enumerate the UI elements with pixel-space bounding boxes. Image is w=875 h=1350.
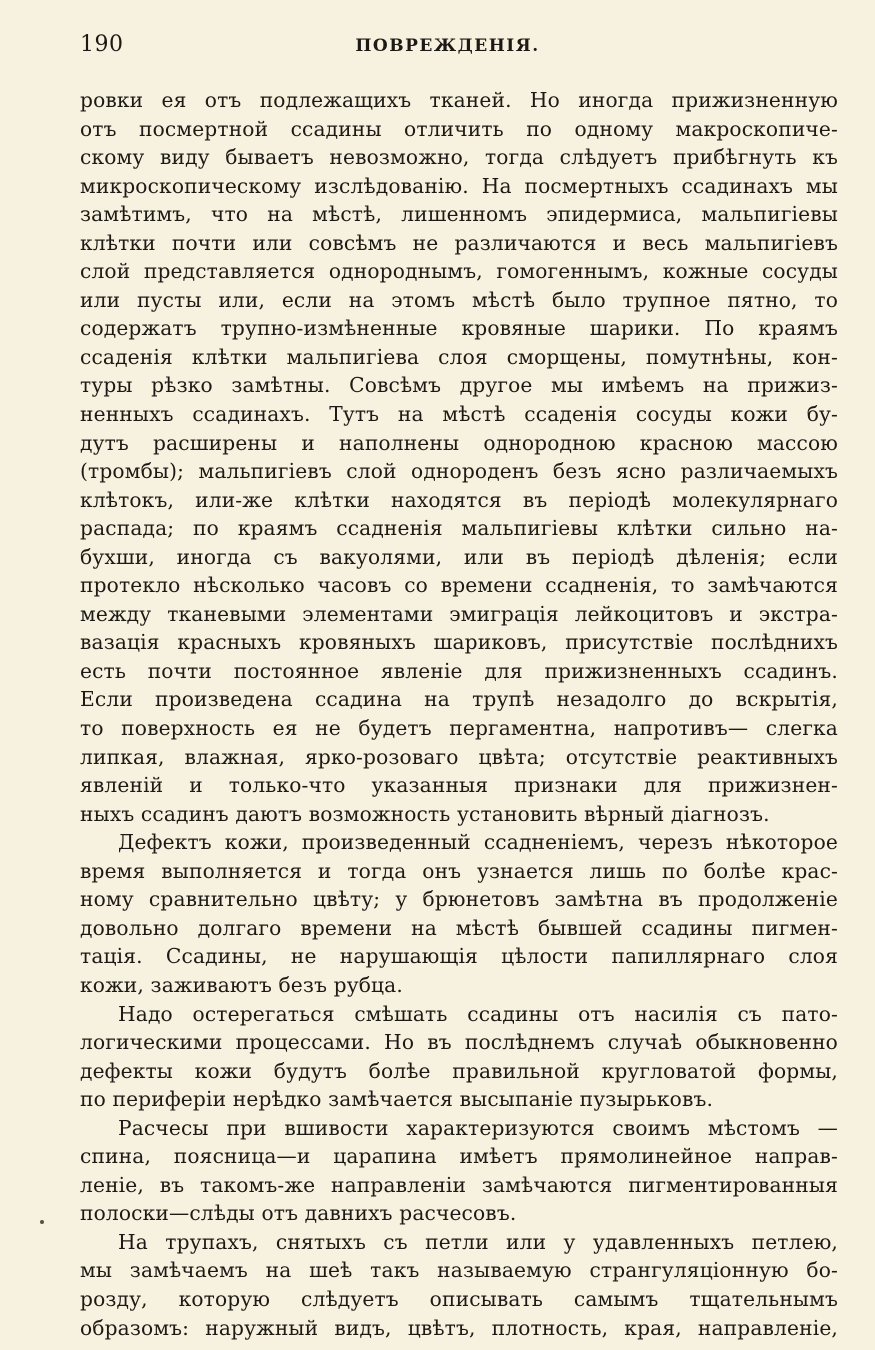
text-line: довольно долгаго времени на мѣстѣ бывшей ссадины пигмен- xyxy=(80,915,838,940)
text-line: Расчесы при вшивости характеризуются своимъ мѣстомъ — xyxy=(118,1115,838,1140)
text-line: бухши, иногда съ вакуолями, или въ періодѣ дѣленія; если xyxy=(80,544,838,569)
text-line: замѣтимъ, что на мѣстѣ, лишенномъ эпидермиса, мальпигіевы xyxy=(80,202,838,227)
text-line: распада; по краямъ ссадненія мальпигіевы клѣтки сильно на- xyxy=(80,516,838,541)
text-line: Дефектъ кожи, произведенный ссадненіемъ, черезъ нѣкоторое xyxy=(118,830,838,855)
text-line: ному сравнительно цвѣту; у брюнетовъ замѣтна въ продолженіе xyxy=(80,887,838,912)
running-title: ПОВРЕЖДЕНІЯ. xyxy=(355,36,540,56)
text-line: полоски—слѣды отъ давнихъ расчесовъ. xyxy=(80,1201,517,1226)
paragraph xyxy=(80,1000,838,1114)
text-line: ныхъ ссадинъ даютъ возможность установить вѣрный діагнозъ. xyxy=(80,801,770,826)
text-line: Надо остерегаться смѣшать ссадины отъ насилія съ пато- xyxy=(118,1001,838,1026)
text-line: слой представляется однороднымъ, гомогеннымъ, кожные сосуды xyxy=(80,259,838,284)
text-line: липкая, влажная, ярко-розоваго цвѣта; отсутствіе реактивныхъ xyxy=(80,744,838,769)
paragraph xyxy=(80,86,838,828)
margin-speck xyxy=(40,1220,44,1224)
text-line: отъ посмертной ссадины отличить по одному макроскопиче- xyxy=(80,116,838,141)
text-line: дефекты кожи будутъ болѣе правильной кругловатой формы, xyxy=(80,1058,838,1083)
text-line: ненныхъ ссадинахъ. Тутъ на мѣстѣ ссаденія сосуды кожи бу- xyxy=(80,402,838,427)
paragraph xyxy=(80,1114,838,1228)
text-line: скому виду бываетъ невозможно, тогда слѣдуетъ прибѣгнуть къ xyxy=(80,145,838,170)
text-line: содержатъ трупно-измѣненные кровяные шарики. По краямъ xyxy=(80,316,838,341)
text-line: клѣтокъ, или-же клѣтки находятся въ періодѣ молекулярнаго xyxy=(80,487,838,512)
text-line: клѣтки почти или совсѣмъ не различаются и весь мальпигіевъ xyxy=(80,230,838,255)
text-line: логическими процессами. Но въ послѣднемъ случаѣ обыкновенно xyxy=(80,1030,838,1055)
paragraph xyxy=(80,1228,838,1342)
text-line: леніе, въ такомъ-же направленіи замѣчаются пигментированныя xyxy=(80,1172,838,1197)
text-line: явленій и только-что указанныя признаки для прижизнен- xyxy=(80,773,838,798)
body-text xyxy=(80,86,838,1342)
text-line: протекло нѣсколько часовъ со времени ссадненія, то замѣчаются xyxy=(80,573,838,598)
text-line: кожи, заживаютъ безъ рубца. xyxy=(80,972,403,997)
text-line: ссаденія клѣтки мальпигіева слоя сморщены, помутнѣны, кон- xyxy=(80,344,838,369)
text-line: Если произведена ссадина на трупѣ незадолго до вскрытія, xyxy=(80,687,838,712)
text-line: тація. Ссадины, не нарушающія цѣлости папиллярнаго слоя xyxy=(80,944,838,969)
text-line: (тромбы); мальпигіевъ слой однороденъ безъ ясно различаемыхъ xyxy=(80,459,838,484)
text-line: по периферіи нерѣдко замѣчается высыпаніе пузырьковъ. xyxy=(80,1087,714,1112)
text-line: то поверхность ея не будетъ пергаментна, напротивъ— слегка xyxy=(80,716,838,741)
text-line: есть почти постоянное явленіе для прижизненныхъ ссадинъ. xyxy=(80,658,838,683)
text-line: микроскопическому изслѣдованію. На посмертныхъ ссадинахъ мы xyxy=(80,173,838,198)
text-line: дутъ расширены и наполнены однородною красною массою xyxy=(80,430,838,455)
text-line: или пусты или, если на этомъ мѣстѣ было трупное пятно, то xyxy=(80,287,838,312)
text-line: вазація красныхъ кровяныхъ шариковъ, присутствіе послѣднихъ xyxy=(80,630,838,655)
text-line: между тканевыми элементами эмиграція лейкоцитовъ и экстра- xyxy=(80,601,838,626)
page-number: 190 xyxy=(80,32,124,57)
text-line: спина, поясница—и царапина имѣетъ прямолинейное направ- xyxy=(80,1144,838,1169)
text-line: время выполняется и тогда онъ узнается лишь по болѣе крас- xyxy=(80,858,838,883)
text-line: образомъ: наружный видъ, цвѣтъ, плотность, края, направленіе, xyxy=(80,1315,838,1340)
text-line: На трупахъ, снятыхъ съ петли или у удавленныхъ петлею, xyxy=(118,1229,838,1254)
text-line: туры рѣзко замѣтны. Совсѣмъ другое мы имѣемъ на прижиз- xyxy=(80,373,838,398)
paragraph xyxy=(80,828,838,999)
text-line: ровки ея отъ подлежащихъ тканей. Но иногда прижизненную xyxy=(80,88,838,112)
text-line: розду, которую слѣдуетъ описывать самымъ тщательнымъ xyxy=(80,1286,838,1311)
text-line: мы замѣчаемъ на шеѣ такъ называемую странгуляціонную бо- xyxy=(80,1258,838,1283)
